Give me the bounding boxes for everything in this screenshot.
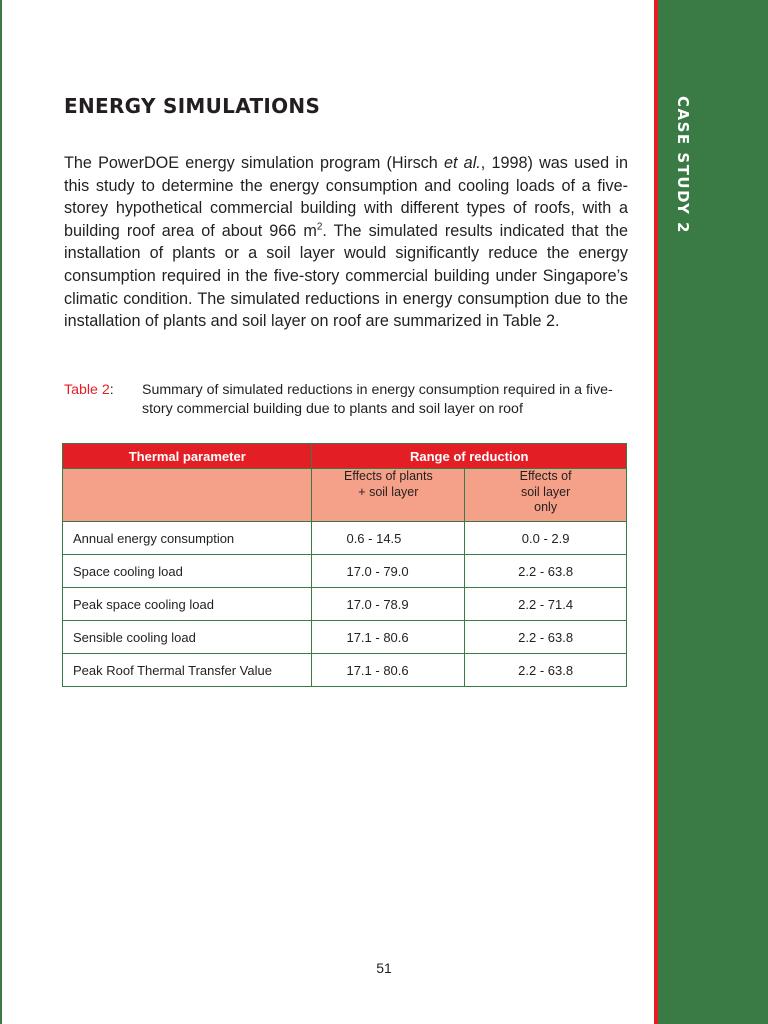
reduction-table [62, 443, 627, 687]
row-parameter: Space cooling load [63, 555, 312, 588]
row-value-plants-soil: 17.0 - 78.9 [312, 588, 465, 621]
header-thermal-parameter: Thermal parameter [63, 444, 312, 469]
paragraph-part-3: . The simulated results indicated that the installation of plants or a soil layer would significantly reduce the energy consumption required in the five-story commercial building under Singapore’s climatic condition. The simulated reductions in energy consumption due to the installation of plants and soil layer on roof are summarized in Table 2. [64, 221, 628, 331]
paragraph-superscript: 2 [316, 221, 323, 233]
subheader-soil-only [465, 469, 627, 522]
row-value-soil-only: 2.2 - 63.8 [465, 621, 627, 654]
row-value-plants-soil: 17.1 - 80.6 [312, 654, 465, 687]
table-row [63, 654, 627, 687]
caption-colon: : [109, 382, 114, 398]
section-heading: ENERGY SIMULATIONS [64, 94, 321, 118]
side-tab-label: CASE STUDY 2 [674, 96, 692, 234]
row-value-soil-only: 2.2 - 63.8 [465, 654, 627, 687]
table-row [63, 522, 627, 555]
page-number: 51 [376, 960, 392, 976]
row-value-plants-soil: 0.6 - 14.5 [312, 522, 465, 555]
row-parameter: Sensible cooling load [63, 621, 312, 654]
row-parameter: Annual energy consumption [63, 522, 312, 555]
table-row [63, 621, 627, 654]
paragraph-part-2: , 1998) was used in this study to determine the energy consumption and cooling loads of a five-storey hypothetical commercial building with different types of roofs, with a building roof area of about 966 m [64, 154, 628, 240]
left-edge-rule [0, 0, 2, 1024]
caption-label [64, 381, 114, 400]
caption-label-text: Table 2 [64, 382, 110, 398]
row-value-plants-soil: 17.0 - 79.0 [312, 555, 465, 588]
table-row [63, 588, 627, 621]
subheader-empty [63, 469, 312, 522]
row-parameter: Peak space cooling load [63, 588, 312, 621]
header-range-of-reduction: Range of reduction [312, 444, 627, 469]
row-value-soil-only: 2.2 - 63.8 [465, 555, 627, 588]
body-paragraph [64, 152, 628, 333]
table-subheader-row [63, 469, 627, 522]
row-parameter: Peak Roof Thermal Transfer Value [63, 654, 312, 687]
row-value-soil-only: 0.0 - 2.9 [465, 522, 627, 555]
paragraph-italic: et al. [443, 154, 481, 172]
subheader-plants-soil-text: Effects of plants + soil layer [344, 469, 433, 499]
row-value-soil-only: 2.2 - 71.4 [465, 588, 627, 621]
subheader-soil-only-text: Effects of soil layer only [519, 469, 572, 514]
paragraph-part-1: The PowerDOE energy simulation program (Hirsch [64, 154, 444, 172]
table-header-row [63, 444, 627, 469]
caption-text: Summary of simulated reductions in energy consumption required in a five-story commercial building due to plants and soil layer on roof [142, 382, 613, 417]
table-row [63, 555, 627, 588]
row-value-plants-soil: 17.1 - 80.6 [312, 621, 465, 654]
subheader-plants-soil [312, 469, 465, 522]
